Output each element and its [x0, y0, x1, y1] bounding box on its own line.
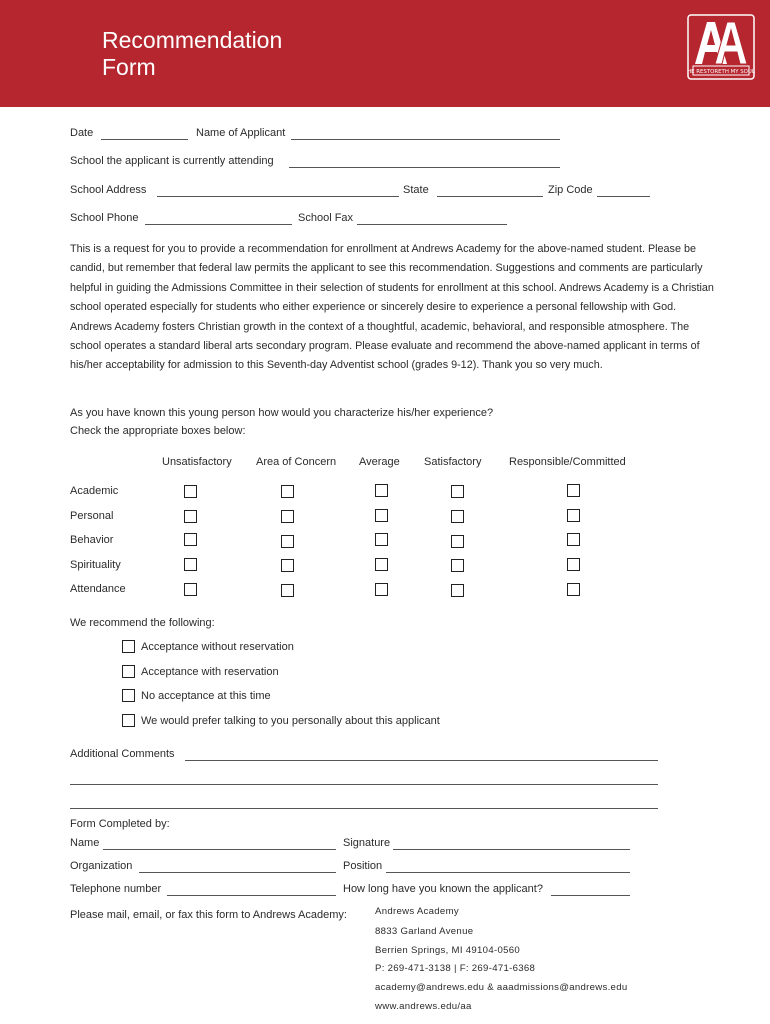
row-behavior: Behavior	[70, 534, 114, 546]
option-accept-with-reservation: Acceptance with reservation	[141, 666, 279, 678]
checkbox-accept-with-reservation[interactable]	[122, 665, 135, 678]
completed-by-heading: Form Completed by:	[70, 818, 170, 830]
checkbox-academic-satisfactory[interactable]	[451, 485, 464, 498]
title-line-2: Form	[102, 54, 156, 80]
comments-line-3[interactable]	[70, 808, 658, 809]
address-name: Andrews Academy	[375, 906, 459, 917]
applicant-name-label: Name of Applicant	[196, 127, 286, 139]
organization-field[interactable]	[139, 872, 336, 873]
school-fax-label: School Fax	[298, 212, 354, 224]
school-address-field[interactable]	[157, 196, 399, 197]
comments-label: Additional Comments	[70, 748, 175, 760]
school-phone-label: School Phone	[70, 212, 139, 224]
date-label: Date	[70, 127, 94, 139]
address-phone-fax: P: 269-471-3138 | F: 269-471-6368	[375, 963, 536, 974]
checkbox-personal-unsatisfactory[interactable]	[184, 510, 197, 523]
school-attending-field[interactable]	[289, 167, 560, 168]
rating-question: As you have known this young person how would you characterize his/her experience?	[70, 407, 494, 419]
checkbox-accept-without-reservation[interactable]	[122, 640, 135, 653]
school-attending-label: School the applicant is currently attending	[70, 155, 274, 167]
checkbox-spirituality-responsible[interactable]	[567, 558, 580, 571]
checkbox-behavior-responsible[interactable]	[567, 533, 580, 546]
column-average: Average	[359, 456, 400, 468]
checkbox-academic-area-of-concern[interactable]	[281, 485, 294, 498]
row-personal: Personal	[70, 510, 114, 522]
how-long-field[interactable]	[551, 895, 630, 896]
checkbox-spirituality-unsatisfactory[interactable]	[184, 558, 197, 571]
school-phone-field[interactable]	[145, 224, 292, 225]
signature-field[interactable]	[393, 849, 630, 850]
address-email[interactable]: academy@andrews.edu & aaadmissions@andrews.edu	[375, 982, 628, 993]
checkbox-academic-unsatisfactory[interactable]	[184, 485, 197, 498]
option-accept-without-reservation: Acceptance without reservation	[141, 641, 294, 653]
checkbox-behavior-unsatisfactory[interactable]	[184, 533, 197, 546]
signature-label: Signature	[343, 837, 391, 849]
school-fax-field[interactable]	[357, 224, 507, 225]
zip-code-field[interactable]	[597, 196, 650, 197]
page-title	[102, 27, 402, 81]
recommend-heading: We recommend the following:	[70, 617, 215, 629]
checkbox-attendance-average[interactable]	[375, 583, 388, 596]
how-long-label: How long have you known the applicant?	[343, 883, 543, 895]
checkbox-no-acceptance[interactable]	[122, 689, 135, 702]
rating-instruction: Check the appropriate boxes below:	[70, 425, 246, 437]
checkbox-personal-responsible[interactable]	[567, 509, 580, 522]
state-field[interactable]	[437, 196, 543, 197]
intro-paragraph: This is a request for you to provide a recommendation for enrollment at Andrews Academy for the above-named student. Please be candid, but remember that federal law permits the applicant to see this recommendation. Suggestions and comments are particularly helpful in guiding the Admissions Committee in their selection of students for enrollment at this school. Andrews Academy is a Christian school operated especially for students who either experience or sincerely desire to experience a personal fellowship with God. Andrews Academy fosters Christian growth in the context of a thoughtful, academic, behavioral, and responsible atmosphere. The school operates a standard liberal arts secondary program. Please evaluate and recommend the above-named applicant in terms of his/her acceptability for admission to this Seventh-day Adventist school (grades 9-12). Thank you so very much.	[70, 243, 714, 372]
comments-line-2[interactable]	[70, 784, 658, 785]
logo-motto: HE RESTORETH MY SOUL	[687, 69, 755, 75]
checkbox-personal-area-of-concern[interactable]	[281, 510, 294, 523]
school-address-label: School Address	[70, 184, 147, 196]
organization-label: Organization	[70, 860, 133, 872]
mailing-instruction: Please mail, email, or fax this form to Andrews Academy:	[70, 909, 347, 921]
checkbox-behavior-satisfactory[interactable]	[451, 535, 464, 548]
address-street: 8833 Garland Avenue	[375, 926, 474, 937]
checkbox-talk-personally[interactable]	[122, 714, 135, 727]
address-website[interactable]: www.andrews.edu/aa	[375, 1001, 472, 1012]
column-responsible-committed: Responsible/Committed	[509, 456, 626, 468]
column-unsatisfactory: Unsatisfactory	[162, 456, 232, 468]
checkbox-behavior-average[interactable]	[375, 533, 388, 546]
name-field[interactable]	[103, 849, 336, 850]
applicant-name-field[interactable]	[291, 139, 560, 140]
position-field[interactable]	[386, 872, 630, 873]
checkbox-spirituality-satisfactory[interactable]	[451, 559, 464, 572]
checkbox-academic-average[interactable]	[375, 484, 388, 497]
date-field[interactable]	[101, 139, 188, 140]
name-label: Name	[70, 837, 100, 849]
checkbox-spirituality-area-of-concern[interactable]	[281, 559, 294, 572]
address-city: Berrien Springs, MI 49104-0560	[375, 945, 520, 956]
option-no-acceptance: No acceptance at this time	[141, 690, 271, 702]
position-label: Position	[343, 860, 383, 872]
header-banner	[0, 0, 770, 107]
checkbox-spirituality-average[interactable]	[375, 558, 388, 571]
checkbox-attendance-responsible[interactable]	[567, 583, 580, 596]
state-label: State	[403, 184, 429, 196]
comments-line-1[interactable]	[185, 760, 658, 761]
checkbox-academic-responsible[interactable]	[567, 484, 580, 497]
telephone-field[interactable]	[167, 895, 336, 896]
option-talk-personally: We would prefer talking to you personally about this applicant	[141, 715, 440, 727]
checkbox-behavior-area-of-concern[interactable]	[281, 535, 294, 548]
row-spirituality: Spirituality	[70, 559, 121, 571]
zip-code-label: Zip Code	[548, 184, 593, 196]
checkbox-attendance-satisfactory[interactable]	[451, 584, 464, 597]
row-academic: Academic	[70, 485, 119, 497]
column-area-of-concern: Area of Concern	[256, 456, 337, 468]
row-attendance: Attendance	[70, 583, 126, 595]
checkbox-attendance-unsatisfactory[interactable]	[184, 583, 197, 596]
academy-logo-icon	[687, 14, 755, 80]
telephone-label: Telephone number	[70, 883, 162, 895]
checkbox-personal-satisfactory[interactable]	[451, 510, 464, 523]
title-line-1: Recommendation	[102, 27, 283, 53]
checkbox-attendance-area-of-concern[interactable]	[281, 584, 294, 597]
checkbox-personal-average[interactable]	[375, 509, 388, 522]
column-satisfactory: Satisfactory	[424, 456, 482, 468]
